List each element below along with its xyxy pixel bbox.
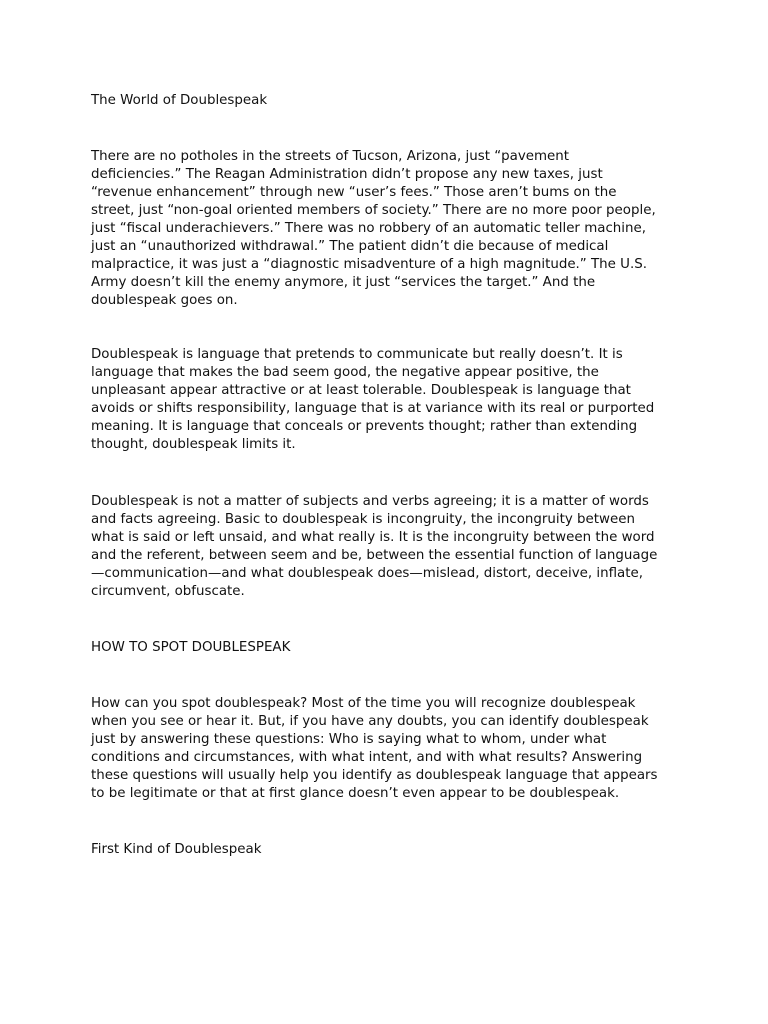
section-heading-how-to-spot: HOW TO SPOT DOUBLESPEAK (91, 640, 291, 655)
paragraph-incongruity: Doublespeak is not a matter of subjects and verbs agreeing; it is a matter of words and facts agreeing. Basic to doublespeak is incongruity, the incongruity between what is said or left unsaid, and what really is. It is the incongruity between the word and the referent, between seem and be, between the essential function of language —communication—and what doublespeak does—mislead, distort, deceive, inflate, circumvent, obfuscate. (91, 494, 658, 599)
document-title: The World of Doublespeak (91, 93, 268, 108)
section-heading-first-kind: First Kind of Doublespeak (91, 842, 262, 857)
paragraph-potholes: There are no potholes in the streets of Tucson, Arizona, just “pavement deficiencies.” The Reagan Administration didn’t propose any new taxes, just “revenue enhancement” through new “user’s fees.” Those aren’t bums on the street, just “non-goal oriented members of society.” There are no more poor people, just “fiscal underachievers.” There was no robbery of an automatic teller machine, just an “unauthorized withdrawal.” The patient didn’t die because of medical malpractice, it was just a “diagnostic misadventure of a high magnitude.” The U.S. Army doesn’t kill the enemy anymore, it just “services the target.” And the doublespeak goes on. (91, 149, 656, 308)
paragraph-definition: Doublespeak is language that pretends to communicate but really doesn’t. It is language that makes the bad seem good, the negative appear positive, the unpleasant appear attractive or at least tolerable. Doublespeak is language that avoids or shifts responsibility, language that is at variance with its real or purported meaning. It is language that conceals or prevents thought; rather than extending thought, doublespeak limits it. (91, 347, 655, 452)
paragraph-how-to-spot: How can you spot doublespeak? Most of the time you will recognize doublespeak when you see or hear it. But, if you have any doubts, you can identify doublespeak just by answering these questions: Who is saying what to whom, under what conditions and circumstances, with what intent, and with what results? Answering these questions will usually help you identify as doublespeak language that appears to be legitimate or that at first glance doesn’t even appear to be doublespeak. (91, 696, 658, 801)
